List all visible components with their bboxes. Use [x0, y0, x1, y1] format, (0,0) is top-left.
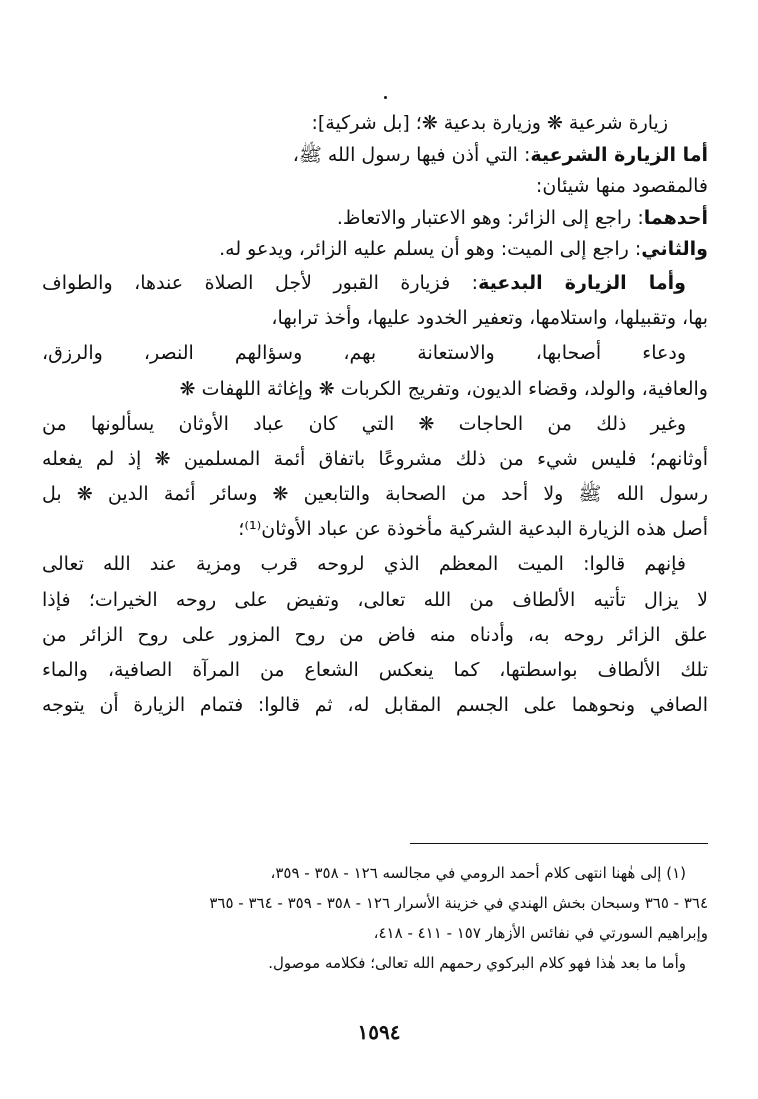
footnote-line — [42, 888, 708, 918]
line-text: ودعاء أصحابها، والاستعانة بهم، وسؤالهم النصر، والرزق، — [42, 342, 686, 365]
footnote-text: (١) إلى هٰهنا انتهى كلام أحمد الرومي في مجالسه ١٢٦ - ٣٥٨ - ٣٥٩، — [270, 864, 686, 882]
text-line — [42, 108, 708, 140]
text-line — [42, 512, 708, 547]
footnote-line — [42, 948, 708, 978]
line-text: بها، وتقبيلها، واستلامها، وتعفير الخدود عليها، وأخذ ترابها، — [271, 307, 708, 330]
text-line — [42, 477, 708, 512]
bold-heading: أحدهما — [643, 206, 708, 229]
footnote-text: وإبراهيم السورتي في نفائس الأزهار ١٥٧ - ٤١١ - ٤١٨، — [373, 924, 708, 942]
text-line — [42, 171, 708, 203]
bold-heading: والثاني — [641, 238, 708, 261]
line-text: رسول الله ﷺ ولا أحد من الصحابة والتابعين ❋ وسائر أئمة الدين ❋ بل — [42, 483, 708, 506]
text-line — [42, 688, 708, 723]
footnote-line — [42, 918, 708, 948]
main-text — [42, 108, 708, 723]
text-line — [42, 653, 708, 688]
header-dot — [384, 96, 387, 99]
text-line — [42, 234, 708, 266]
footnotes — [42, 858, 708, 978]
line-text: والعافية، والولد، وقضاء الديون، وتفريج الكربات ❋ وإغاثة اللهفات ❋ — [179, 377, 708, 400]
bold-heading: وأما الزيارة البدعية — [478, 271, 686, 294]
line-text: : راجع إلى الزائر: وهو الاعتبار والاتعاظ. — [336, 206, 644, 229]
page-number: ١٥٩٤ — [357, 1020, 401, 1044]
line-text: فالمقصود منها شيئان: — [535, 175, 708, 198]
line-text: وغير ذلك من الحاجات ❋ التي كان عباد الأوثان يسألونها من — [42, 412, 686, 435]
text-line — [42, 372, 708, 407]
footnote-text: ٣٦٤ - ٣٦٥ وسبحان بخش الهندي في خزينة الأسرار ١٢٦ - ٣٥٨ - ٣٥٩ - ٣٦٤ - ٣٦٥ — [209, 894, 708, 912]
line-text: : فزيارة القبور لأجل الصلاة عندها، والطواف — [42, 271, 479, 294]
text-line — [42, 203, 708, 235]
text-line — [42, 547, 708, 582]
line-text: فإنهم قالوا: الميت المعظم الذي لروحه قرب ومزية عند الله تعالى — [42, 553, 686, 576]
line-text: لا يزال تأتيه الألطاف من الله تعالى، وتفيض على روحه الخيرات؛ فإذا — [42, 588, 708, 611]
text-line — [42, 301, 708, 336]
bold-heading: أما الزيارة الشرعية — [530, 143, 708, 166]
line-text: الصافي ونحوهما على الجسم المقابل له، ثم قالوا: فتمام الزيارة أن يتوجه — [42, 694, 708, 717]
text-line — [42, 618, 708, 653]
footnote-text: وأما ما بعد هٰذا فهو كلام البركوي رحمهم الله تعالى؛ فكلامه موصول. — [268, 954, 686, 972]
line-text: تلك الألطاف بواسطتها، كما ينعكس الشعاع من المرآة الصافية، والماء — [42, 659, 708, 682]
text-line — [42, 583, 708, 618]
line-text: : راجع إلى الميت: وهو أن يسلم عليه الزائر، ويدعو له. — [219, 238, 642, 261]
line-text: : التي أذن فيها رسول الله ﷺ، — [292, 143, 531, 166]
text-line — [42, 442, 708, 477]
line-text: علق الزائر روحه به، وأدناه منه فاض من روح المزور على روح الزائر من — [42, 623, 708, 646]
footnote-line — [42, 858, 708, 888]
line-text: زيارة شرعية ❋ وزيارة بدعية ❋؛ [بل شركية]: — [311, 112, 668, 134]
line-text: أصل هذه الزيارة البدعية الشركية مأخوذة عن عباد الأوثان⁽¹⁾؛ — [238, 518, 708, 541]
line-text: أوثانهم؛ فليس شيء من ذلك مشروعًا باتفاق أئمة المسلمين ❋ إذ لم يفعله — [42, 447, 708, 470]
footnote-divider — [410, 843, 708, 844]
text-line — [42, 140, 708, 172]
text-line — [42, 407, 708, 442]
text-line — [42, 266, 708, 301]
text-line — [42, 336, 708, 371]
